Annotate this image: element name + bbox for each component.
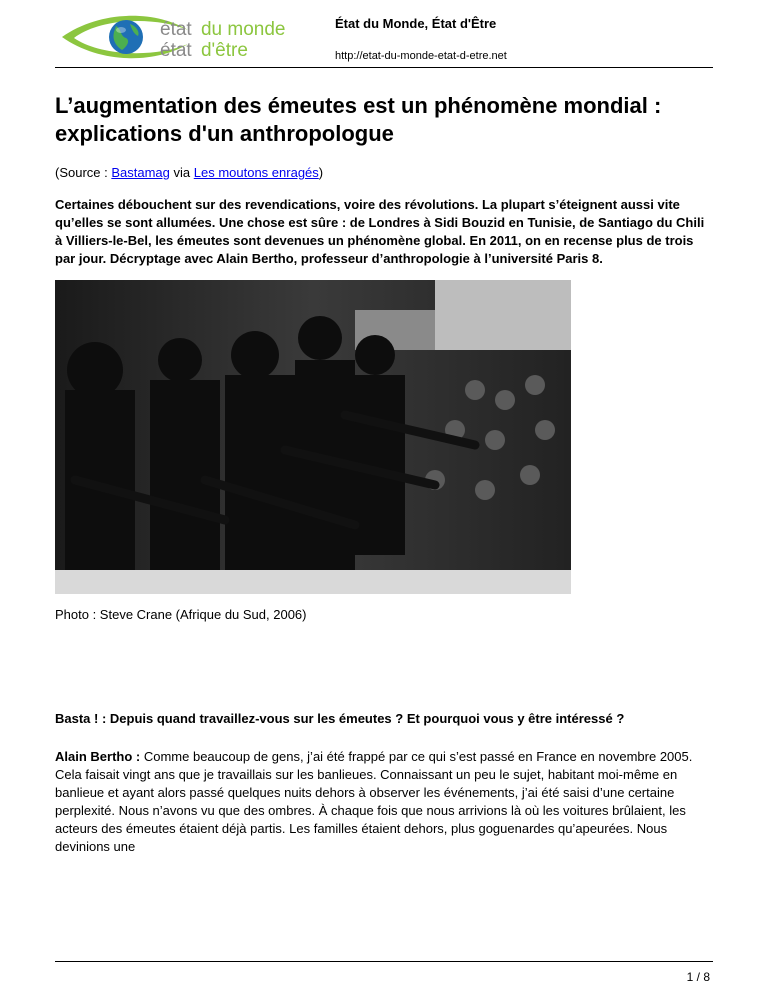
source-link-moutons-enrages[interactable]: Les moutons enragés bbox=[193, 165, 319, 180]
source-link-bastamag[interactable]: Bastamag bbox=[111, 165, 170, 180]
logo-text-etat: état bbox=[160, 19, 192, 40]
answer-text: Comme beaucoup de gens, j’ai été frappé par ce qui s’est passé en France en novembre 2005. Cela faisait vingt ans que je travaillais sur les banlieues. Connaissant un peu le sujet, habitant moi-même en banlieue et ayant alors passé quelques nuits dehors à observer les événements, j’ai été saisi d’une certaine perplexité. Nous n’avons vu que des ombres. À chaque fois que nous arrivions là où les voitures brûlaient, les acteurs des émeutes étaient déjà partis. Les familles étaient dehors, plus goguenardes qu’apeurées. Nous devinions une bbox=[55, 749, 693, 854]
source-prefix: (Source : bbox=[55, 165, 112, 180]
interview-question: Basta ! : Depuis quand travaillez-vous sur les émeutes ? Et pourquoi vous y être intéressé ? bbox=[55, 711, 625, 726]
page-number: 1 / 8 bbox=[686, 970, 710, 984]
article-source bbox=[55, 164, 715, 182]
answer-speaker: Alain Bertho : bbox=[55, 749, 141, 764]
article-photo bbox=[55, 280, 571, 594]
logo-text-etat-2: état bbox=[160, 40, 192, 61]
globe-icon bbox=[109, 20, 143, 54]
logo-text-du-monde: du monde bbox=[200, 19, 286, 40]
interview-answer bbox=[55, 748, 715, 856]
article-lead: Certaines débouchent sur des revendications, voire des révolutions. La plupart s’éteignent aussi vite qu’elles se sont allumées. Une chose est sûre : de Londres à Sidi Bouzid en Tunisie, de Santiago du Chili à Villiers-le-Bel, les émeutes sont devenues un phénomène global. En 2011, on en recense plus de trois par jour. Décryptage avec Alain Bertho, professeur d’anthropologie à l’université Paris 8. bbox=[55, 197, 705, 266]
site-name: État du Monde, État d'Être bbox=[335, 16, 497, 31]
page-header bbox=[0, 0, 768, 70]
site-logo[interactable] bbox=[60, 12, 308, 62]
svg-text:état du monde bbox=[160, 19, 286, 40]
header-divider bbox=[55, 67, 713, 68]
article bbox=[55, 92, 715, 856]
source-suffix: ) bbox=[318, 165, 324, 180]
source-via: via bbox=[169, 165, 194, 180]
photo-caption: Photo : Steve Crane (Afrique du Sud, 2006) bbox=[55, 607, 307, 622]
article-title: L’augmentation des émeutes est un phénomène mondial : explications d'un anthropologue bbox=[55, 93, 662, 146]
footer-divider bbox=[55, 961, 713, 962]
site-url[interactable]: http://etat-du-monde-etat-d-etre.net bbox=[335, 50, 507, 62]
logo-text-detre: d'être bbox=[200, 40, 248, 61]
svg-text:état d'être bbox=[160, 40, 248, 61]
